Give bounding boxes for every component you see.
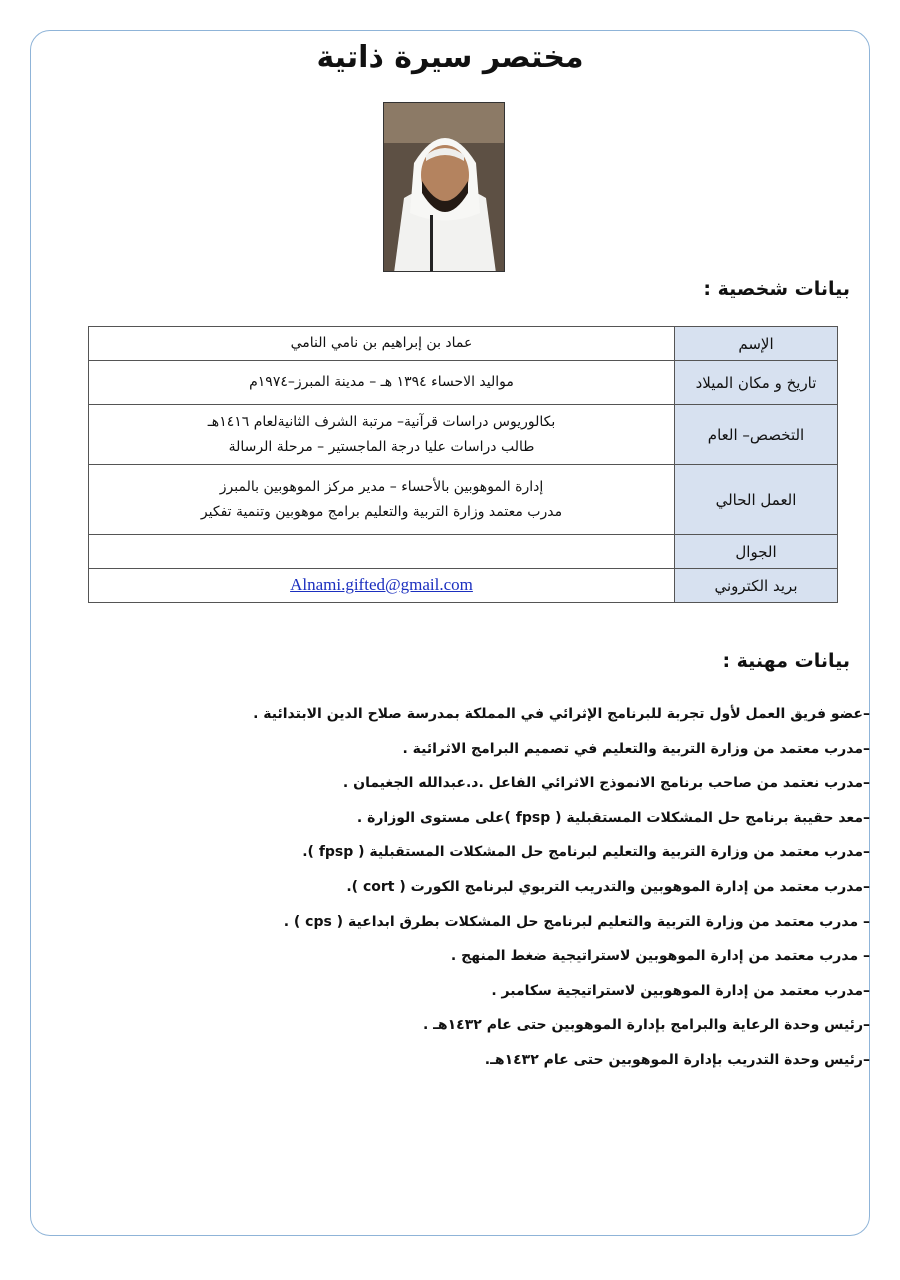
table-row (89, 465, 838, 535)
email-label: بريد الكتروني (675, 569, 838, 603)
mobile-value (89, 535, 675, 569)
birth-label: تاريخ و مكان الميلاد (675, 361, 838, 405)
name-label: الإسم (675, 327, 838, 361)
professional-data-heading: بيانات مهنية : (722, 650, 850, 672)
specialization-label: التخصص– العام (675, 405, 838, 465)
name-value: عماد بن إبراهيم بن نامي النامي (89, 327, 675, 361)
list-item: – مدرب معتمد من إدارة الموهوبين لاستراتيجية ضغط المنهج . (450, 948, 870, 965)
profile-photo-image (384, 103, 505, 272)
personal-data-heading: بيانات شخصية : (703, 278, 850, 300)
professional-list (50, 703, 870, 1084)
list-item: –مدرب معتمد من إدارة الموهوبين لاستراتيجية سكامبر . (491, 982, 870, 999)
list-item: –رئيس وحدة الرعاية والبرامج بإدارة الموهوبين حتى عام ١٤٣٢هـ . (422, 1017, 870, 1034)
table-row (89, 569, 838, 603)
list-item: –رئيس وحدة التدريب بإدارة الموهوبين حتى عام ١٤٣٢هـ. (484, 1051, 870, 1068)
table-row (89, 327, 838, 361)
current-job-value (89, 465, 675, 535)
specialization-value (89, 405, 675, 465)
specialization-line: بكالوريوس دراسات قرآنية– مرتبة الشرف الثانيةلعام ١٤١٦هـ (207, 413, 556, 430)
current-job-line: إدارة الموهوبين بالأحساء – مدير مركز الموهوبين بالمبرز (219, 478, 544, 495)
current-job-label: العمل الحالي (675, 465, 838, 535)
mobile-label: الجوال (675, 535, 838, 569)
table-row (89, 361, 838, 405)
table-row (89, 405, 838, 465)
list-item: – مدرب معتمد من وزارة التربية والتعليم لبرنامج حل المشكلات بطرق ابداعية ( cps ) . (283, 913, 870, 930)
list-item: –مدرب معتمد من وزارة التربية والتعليم في تصميم البرامج الاثرائية . (402, 740, 870, 757)
list-item: –مدرب نعتمد من صاحب برنامج الانموذج الاثرائي الفاعل .د.عبدالله الجغيمان . (342, 775, 870, 792)
page-title: مختصر سيرة ذاتية (316, 40, 584, 75)
list-item: –مدرب معتمد من إدارة الموهوبين والتدريب التربوي لبرنامج الكورت ( cort ). (346, 878, 870, 895)
list-item: –معد حقيبة برنامج حل المشكلات المستقبلية ( fpsp )على مستوى الوزارة . (356, 809, 870, 826)
birth-value: مواليد الاحساء ١٣٩٤ هـ – مدينة المبرز–١٩٧٤م (89, 361, 675, 405)
table-row (89, 535, 838, 569)
list-item: –عضو فريق العمل لأول تجربة للبرنامج الإثرائي في المملكة بمدرسة صلاح الدين الابتدائية . (253, 706, 870, 722)
profile-photo (383, 102, 505, 272)
specialization-line: طالب دراسات عليا درجة الماجستير – مرحلة الرسالة (228, 438, 535, 455)
email-value (89, 569, 675, 603)
list-item: –مدرب معتمد من وزارة التربية والتعليم لبرنامج حل المشكلات المستقبلية ( fpsp ). (302, 844, 870, 861)
current-job-line: مدرب معتمد وزارة التربية والتعليم برامج موهوبين وتنمية تفكير (200, 503, 563, 520)
email-link[interactable]: Alnami.gifted@gmail.com (290, 575, 473, 594)
personal-info-table (88, 326, 838, 603)
